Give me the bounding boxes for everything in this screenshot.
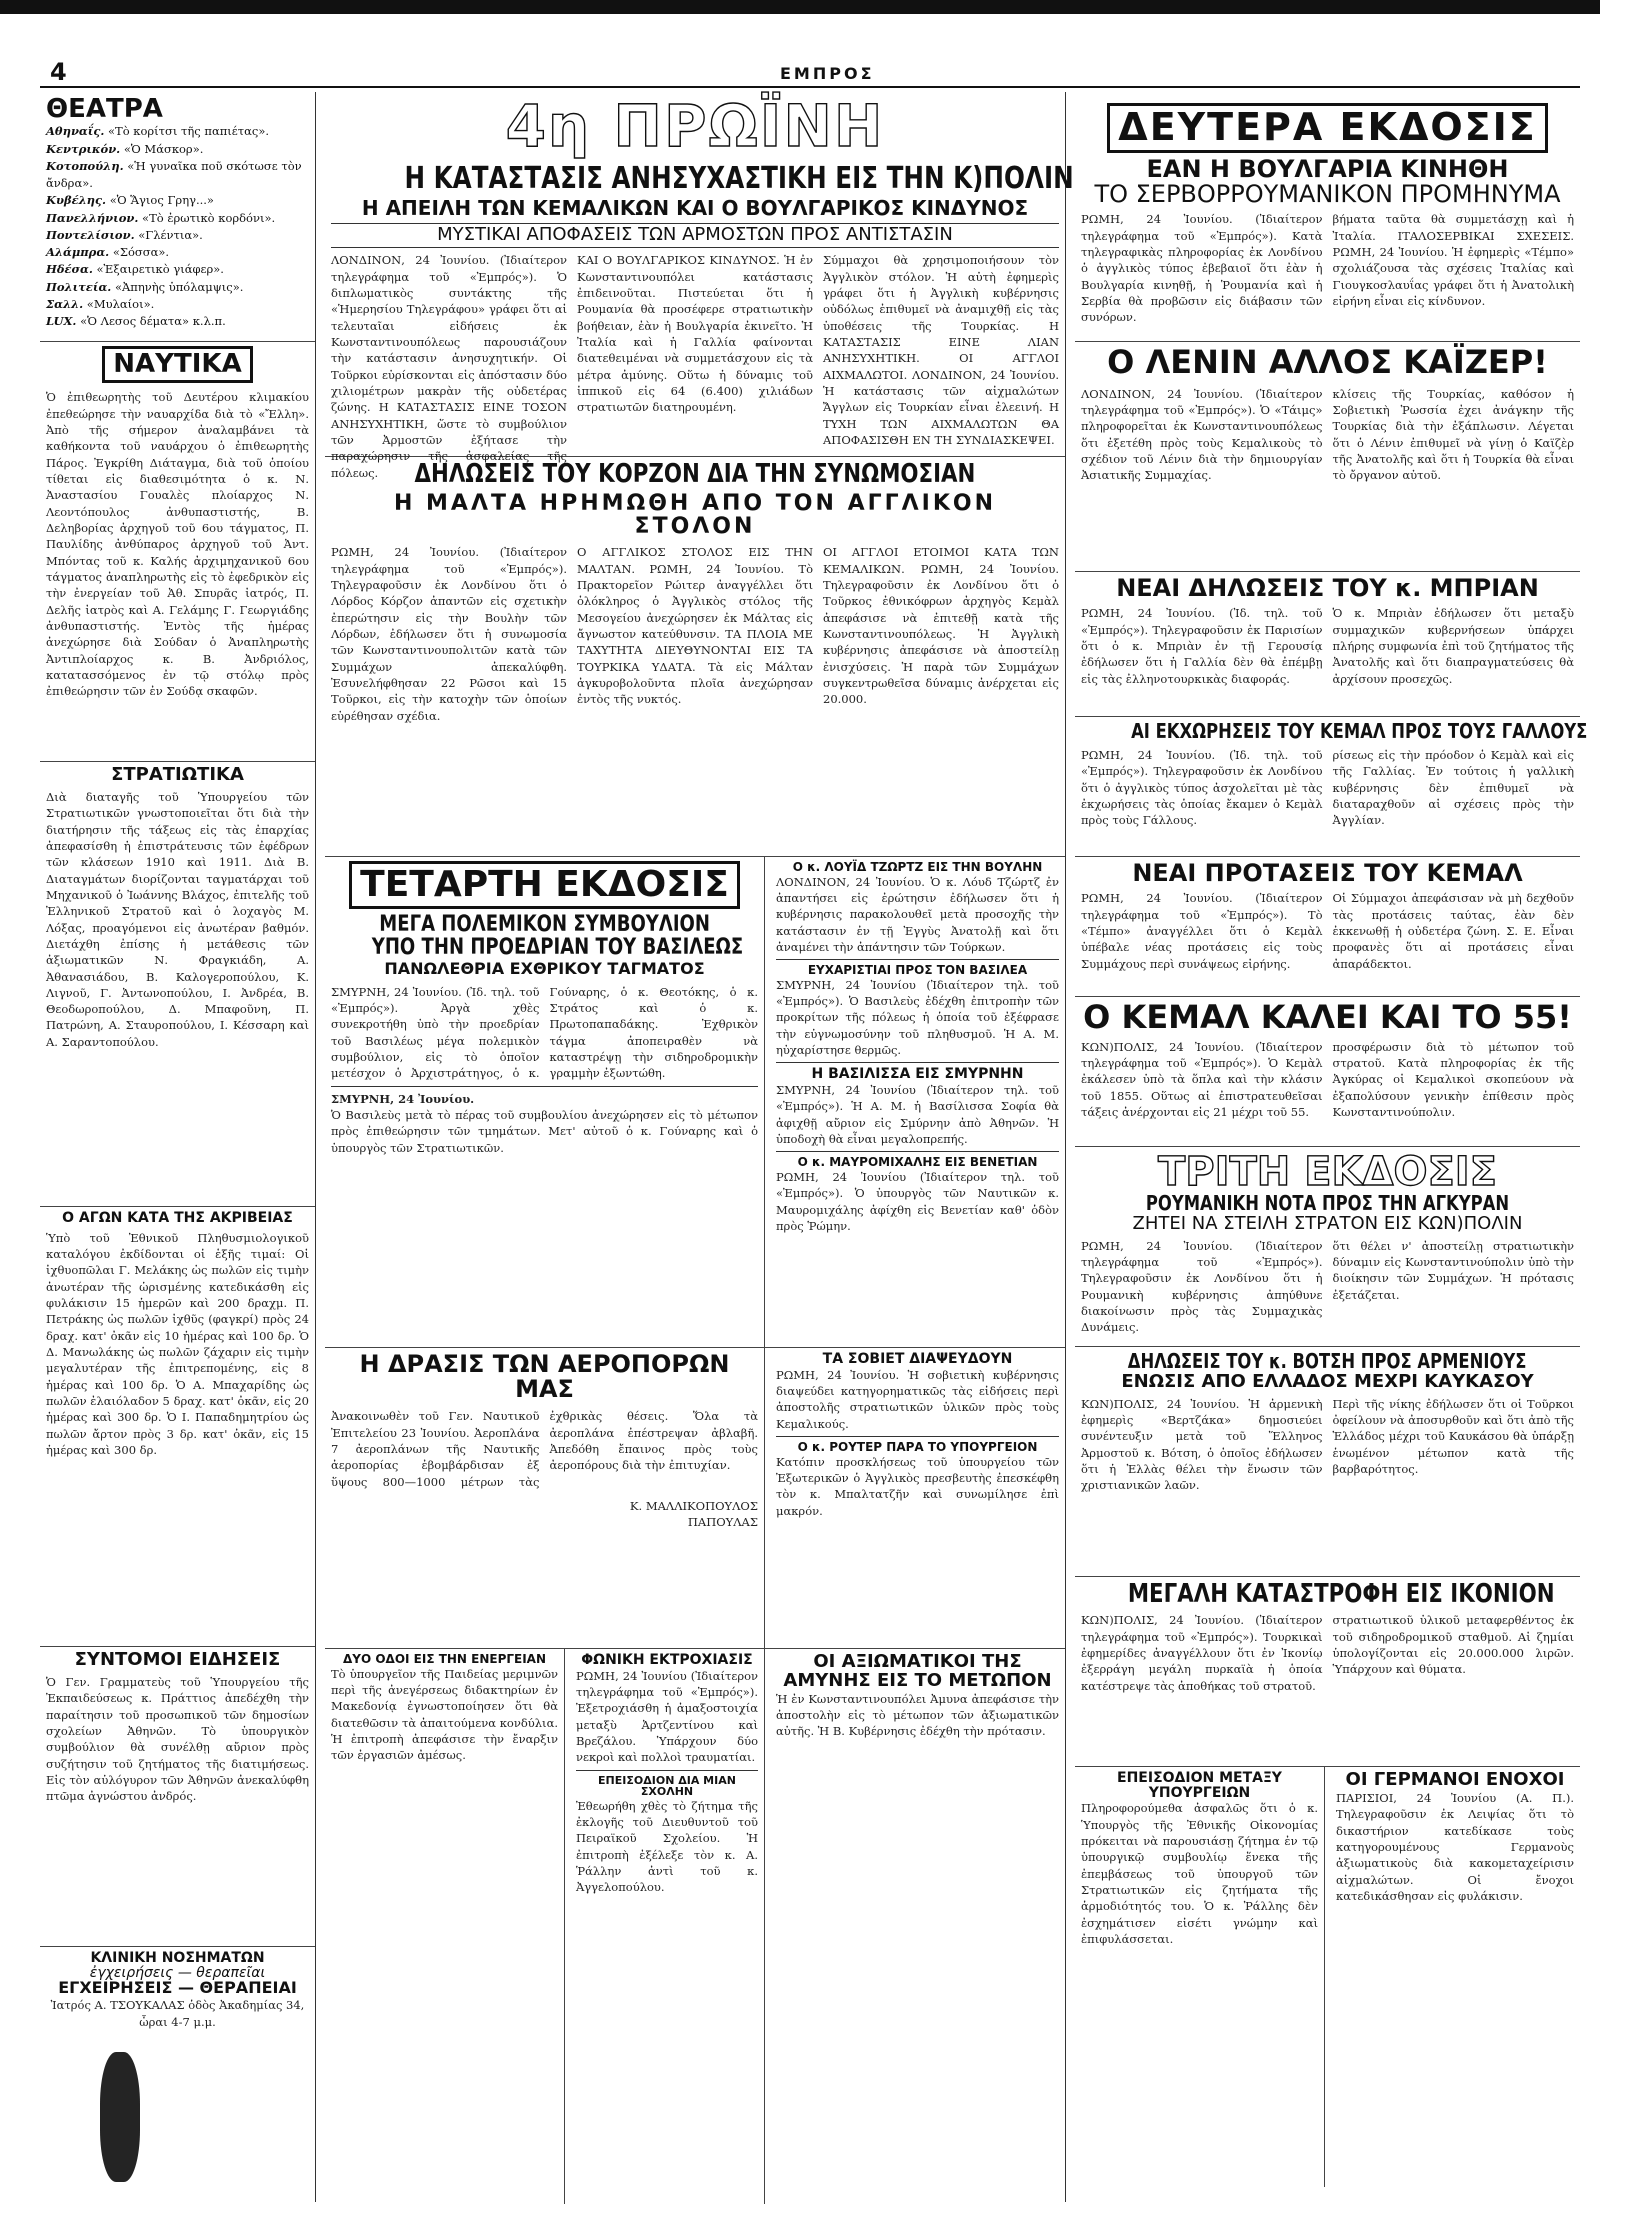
brian-headline: ΝΕΑΙ ΔΗΛΩΣΕΙΣ ΤΟΥ κ. ΜΠΡΙΑΝ: [1116, 574, 1539, 602]
aviators-headline: Η ΔΡΑΣΙΣ ΤΩΝ ΑΕΡΟΠΟΡΩΝ ΜΑΣ: [359, 1350, 730, 1404]
hotel-headline: Ο κ. ΡΟΥΤΕΡ ΠΑΡΑ ΤΟ ΥΠΟΥΡΓΕΙΟΝ: [797, 1440, 1038, 1454]
kemal-55-body: [1081, 1039, 1574, 1121]
boti-col: ΚΩΝ)ΠΟΛΙΣ, 24 Ἰουνίου. Ἡ ἀρμενικὴ ἐφημερὶς «Βερτζάκα» δημοσιεύει συνέντευξιν μετὰ τοῦ Ἕλληνος Ἀρμοστοῦ κ. Βότση, ὁ ὁποῖος ἐδήλωσεν ὅτι ἡ Ἑλλὰς θέλει τὴν ἕνωσιν τῶν χριστιανικῶν λαῶν.: [1081, 1396, 1323, 1493]
waters-headline: ΔΥΟ ΟΔΟΙ ΕΙΣ ΤΗΝ ΕΝΕΡΓΕΙΑΝ: [342, 1652, 547, 1666]
ink-smear: [100, 2052, 140, 2182]
theatre-name: Κοτοπούλη.: [46, 158, 124, 173]
short-news-title: ΣΥΝΤΟΜΟΙ ΕΙΔΗΣΕΙΣ: [74, 1649, 281, 1670]
army-title: ΣΤΡΑΤΙΩΤΙΚΑ: [111, 764, 244, 785]
theatre-listing: [46, 158, 309, 193]
masthead: [40, 58, 1580, 88]
clinic-ad-line2: ΕΓΧΕΙΡΗΣΕΙΣ — ΘΕΡΑΠΕΙΑΙ: [58, 1978, 297, 1998]
headline-kemalists: Η ΑΠΕΙΛΗ ΤΩΝ ΚΕΜΑΛΙΚΩΝ ΚΑΙ Ο ΒΟΥΛΓΑΡΙΚΟΣ ΚΙΝΔΥΝΟΣ: [361, 196, 1029, 221]
theatre-show: «Σόσσα».: [112, 245, 170, 260]
soviet-headline: ΤΑ ΣΟΒΙΕΤ ΔΙΑΨΕΥΔΟΥΝ: [822, 1351, 1013, 1367]
theatre-name: Κυβέλης.: [46, 193, 107, 208]
boti-body: [1081, 1396, 1574, 1494]
theatre-listing: [46, 244, 309, 261]
theatre-listing: [46, 141, 309, 158]
brian-col: Ὁ κ. Μπριὰν ἐδήλωσεν ὅτι μεταξὺ συμμαχικῶν κυβερνήσεων ὑπάρχει πλήρης συμφωνία ἐπὶ τοῦ ζητήματος τῆς Ἀνατολῆς καὶ ὅτι διαπραγματεύσεις θὰ ἀρχίσουν προσεχῶς.: [1332, 606, 1574, 686]
kemal-french-section: [1075, 717, 1588, 857]
feedback-text: ΣΜΥΡΝΗ, 24 Ἰουνίου (Ἰδιαίτερον τηλ. τοῦ «Ἐμπρός»). Ὁ Βασιλεὺς ἐδέχθη ἐπιτροπὴν τῶν προκρίτων τῆς πόλεως ἡ ὁποία τοῦ ἐξέφρασε τὴν εὐγνωμοσύνην τοῦ πληθυσμοῦ. Ἡ Α. Μ. ηὐχαρίστησε θερμῶς.: [776, 977, 1059, 1058]
theatres-section: [40, 92, 315, 342]
phone-text: ΡΩΜΗ, 24 Ἰουνίου (Ἰδιαίτερον τηλεγράφημα τοῦ «Ἐμπρός»). Ἐξετροχιάσθη ἡ ἀμαξοστοιχία μεταξὺ Ἀρτζεντίνου καὶ Βρεζάλου. Ὑπάρχουν δύο νεκροὶ καὶ πολλοὶ τραυματίαι.: [576, 1668, 758, 1765]
theatre-name: Πανελλήνιον.: [46, 210, 139, 225]
story1-col: ΚΑΙ Ο ΒΟΥΛΓΑΡΙΚΟΣ ΚΙΝΔΥΝΟΣ. Ἡ ἐν Κωνσταντινουπόλει κατάστασις ἐπιδεινοῦται. Πιστεύεται ὅτι ἡ Ρουμανία θὰ προσέφερε στρατιωτικὴν βοήθειαν, ἐὰν ἡ Βουλγαρία ἐκινεῖτο. Ἡ Ἰταλία καὶ ἡ Γαλλία φαίνονται διατεθειμέναι νὰ συμμετάσχουν εἰς τὰ μέτρα ἀμύνης. Οὕτω ἡ δύναμις τοῦ ἱππικοῦ εἰς 64 (6.400) χιλιάδων στρατιωτῶν διατηρουμένη.: [577, 253, 813, 415]
theatre-show: «Ἡ γυναῖκα ποῦ σκότωσε τὸν ἄνδρα».: [46, 158, 302, 191]
fourth-edition-row: [325, 857, 1065, 1348]
theatre-name: Αθηναΐς.: [46, 124, 105, 139]
right-subcol: [770, 857, 1065, 1347]
second-edition-title: ΔΕΥΤΕΡΑ ΕΚΔΟΣΙΣ: [1081, 96, 1574, 153]
bulgaria-col: ΡΩΜΗ, 24 Ἰουνίου. (Ἰδιαίτερον τηλεγράφημα τοῦ «Ἐμπρός»). Κατὰ τηλεγραφικὰς πληροφορίας ἐκ Λονδίνου ὁ ἀγγλικὸς τύπος ἐβεβαιοῖ ὅτι ἐὰν ἡ Βουλγαρία κινηθῇ, ἡ Ῥουμανία καὶ ἡ Σερβία θὰ προβῶσιν εἰς διάβασιν τῶν συνόρων.: [1081, 212, 1323, 325]
theatre-show: «Ὁ Λεσος δέματα» κ.λ.π.: [80, 314, 226, 329]
waters-section: [325, 1649, 565, 2204]
clinic-ad-title: ΚΛΙΝΙΚΗ ΝΟΣΗΜΑΤΩΝ: [90, 1950, 265, 1966]
story2-col: Ο ΑΓΓΛΙΚΟΣ ΣΤΟΛΟΣ ΕΙΣ ΤΗΝ ΜΑΛΤΑΝ. ΡΩΜΗ, 24 Ἰουνίου. Τὸ Πρακτορεῖον Ρώιτερ ἀναγγέλλει ὅτι ὁλόκληρος ὁ Ἀγγλικὸς στόλος τῆς Μεσογείου ἀνεχώρησεν ἐκ Μάλτας εἰς ἄγνωστον κατεύθυνσιν. ΤΑ ΠΛΟΙΑ ΜΕ ΤΑΧΥΤΗΤΑ ΔΙΕΥΘΥΝΟΝΤΑΙ ΕΙΣ ΤΑ ΤΟΥΡΚΙΚΑ ΥΔΑΤΑ. Τὰ εἰς Μάλταν ἀγκυροβολοῦντα πλοῖα ἀνεχώρησαν ἐντὸς τῆς νυκτός.: [577, 545, 813, 707]
iconium-col: στρατιωτικοῦ ὑλικοῦ μεταφερθέντος ἐκ τοῦ σιδηροδρομικοῦ σταθμοῦ. Αἱ ζημίαι ὑπολογίζονται εἰς 20.000.000 λιρῶν. Ὑπάρχουν καὶ θύματα.: [1332, 1613, 1574, 1677]
boti-sub: ΕΝΩΣΙΣ ΑΠΟ ΕΛΛΑΔΟΣ ΜΕΧΡΙ ΚΑΥΚΑΣΟΥ: [1121, 1370, 1534, 1392]
defence-text: Ἡ ἐν Κωνσταντινουπόλει Ἀμυνα ἀπεφάσισε τὴν ἀποστολὴν εἰς τὸ μέτωπον τῶν ἀξιωματικῶν αὐτῆς. Ἡ Β. Κυβέρνησις ἐδέχθη τὴν πρότασιν.: [776, 1691, 1059, 1739]
precision-text: Ὑπὸ τοῦ Ἐθνικοῦ Πληθυσμιολογικοῦ καταλόγου ἐκδίδονται οἱ ἑξῆς τιμαί: Οἱ ἰχθυοπῶλαι Γ. Μελάκης ὡς πωλῶν εἰς τιμὴν ἀνωτέραν τῆς ὡρισμένης κατεδικάσθη εἰς φυλάκισιν 15 ἡμερῶν καὶ 200 δραχμ. Π. Πετράκης ὡς πωλῶν ἰχθῦς (φαγκρί) πρὸς 24 δραχ. κατ' ὀκᾶν εἰς 10 ἡμέρας καὶ 100 δρ. Ὁ Δ. Μανωλάκης ὡς πωλῶν ζάχαριν εἰς τιμὴν μεγαλυτέραν τῆς ἐπιτρεπομένης, εἰς 8 ἡμέρας καὶ 100 δρ. Ὁ Α. Μπαχαρίδης ὡς πωλῶν ἐλαιόλαδον 5 δραχ. κατ' ὀκᾶν, εἰς 20 ἡμέρας καὶ 300 δρ. Ὁ Ι. Παπαδημητρίου ὡς πωλῶν ἄρτον πρὸς 3 δρ. κατ' ὀκᾶν, εἰς 15 ἡμέρας καὶ 300 δρ.: [46, 1230, 309, 1457]
rule: [776, 1151, 1059, 1152]
third-edition-title: ΤΡΙΤΗ ΕΚΔΟΣΙΣ: [1158, 1149, 1497, 1195]
center-column: [325, 92, 1074, 2202]
aviators-row: [325, 1348, 1065, 1649]
headline-decisions: ΜΥΣΤΙΚΑΙ ΑΠΟΦΑΣΕΙΣ ΤΩΝ ΑΡΜΟΣΤΩΝ ΠΡΟΣ ΑΝΤΙΣΤΑΣΙΝ: [331, 223, 1059, 248]
theatres-list: [46, 123, 309, 330]
theatre-show: «Ἐξαιρετικὸ γιάφερ».: [96, 262, 224, 277]
defence-section: [770, 1649, 1065, 2204]
soviet-text: ΡΩΜΗ, 24 Ἰουνίου. Ἡ σοβιετικὴ κυβέρνησις διαψεύδει κατηγορηματικῶς τὰς εἰδήσεις περὶ ἀποστολῆς στρατιωτικῶν ὑλικῶν πρὸς τοὺς Κεμαλικούς.: [776, 1367, 1059, 1431]
story2-col: ΟΙ ΑΓΓΛΟΙ ΕΤΟΙΜΟΙ ΚΑΤΑ ΤΩΝ ΚΕΜΑΛΙΚΩΝ. ΡΩΜΗ, 24 Ἰουνίου. Τηλεγραφοῦσιν ἐκ Λονδίνου ὅτι ὁ Τοῦρκος ἐθνικόφρων ἀρχηγὸς Κεμὰλ ἀπεφάσισε νὰ ἐπιτεθῇ κατὰ τῆς Κωνσταντινουπόλεως. Ἡ Ἀγγλικὴ κυβέρνησις ἀπεφάσισε νὰ ἀποστείλῃ ἐνισχύσεις. Ἡ παρὰ τῶν Συμμάχων συγκεντρωθεῖσα δύναμις ἀνέρχεται εἰς 20.000.: [823, 545, 1059, 707]
bulgaria-col: βήματα ταῦτα θὰ συμμετάσχῃ καὶ ἡ Ἰταλία. ΙΤΑΛΟΣΕΡΒΙΚΑΙ ΣΧΕΣΕΙΣ. ΡΩΜΗ, 24 Ἰουνίου. Ἡ ἐφημερὶς «Τέμπο» σχολιάζουσα τὰς σχέσεις Ἰταλίας καὶ Γιουγκοσλαυΐας γράφει ὅτι ἡ Ἀνατολικὴ εἰρήνη εἶναι εἰς κίνδυνον.: [1332, 212, 1574, 308]
theatre-show: «Ἀπηνὴς ὑπόλαμψις».: [114, 279, 244, 294]
story1-col: ΛΟΝΔΙΝΟΝ, 24 Ἰουνίου. (Ἰδιαίτερον τηλεγράφημα τοῦ «Ἐμπρός»). Ὁ διπλωματικὸς συντάκτης τῆς «Ἡμερησίου Τηλεγράφου» γράφει ὅτι αἱ τελευταῖαι εἰδήσεις ἐκ Κωνσταντινουπόλεως παρουσιάζουν τὴν κατάστασιν ἀνησυχητικήν. Οἱ Τοῦρκοι εὑρίσκονται εἰς ἀπόστασιν δύο χιλιομέτρων μακρὰν τῆς οὐδετέρας ζώνης. Η ΚΑΤΑΣΤΑΣΙΣ ΕΙΝΕ ΤΟΣΟΝ ΑΝΗΣΥΧΗΤΙΚΗ, ὥστε τὸ συμβούλιον τῶν Ἀρμοστῶν ἐξήτασε τὴν παραχώρησιν τῆς ἀσφαλείας τῆς πόλεως.: [331, 253, 567, 480]
incident-headline: ΕΠΕΙΣΟΔΙΟΝ ΜΕΤΑΞΥ ΥΠΟΥΡΓΕΙΩΝ: [1117, 1770, 1282, 1801]
brian-body: [1081, 605, 1574, 687]
brian-col: ΡΩΜΗ, 24 Ἰουνίου. (Ἰδ. τηλ. τοῦ «Ἐμπρός»). Τηλεγραφοῦσιν ἐκ Παρισίων ὅτι ὁ κ. Μπριὰν ἐν τῇ Γερουσίᾳ ἐδήλωσεν ὅτι ἡ Γαλλία δὲν θὰ ἐπέμβῃ εἰς τὰς ἐλληνοτουρκικὰς διαφοράς.: [1081, 606, 1323, 686]
prince-headline: Ο κ. ΛΟΥΪΔ ΤΖΩΡΤΖ ΕΙΣ ΤΗΝ ΒΟΥΛΗΝ: [792, 860, 1043, 874]
bottom-row: [325, 1649, 1065, 2204]
theatre-name: Ηδέσα.: [46, 262, 93, 277]
phone-headline: ΦΩΝΙΚΗ ΕΚΤΡΟΧΙΑΣΙΣ: [581, 1652, 753, 1668]
aviators-text: Ἀνακοινωθὲν τοῦ Γεν. Ναυτικοῦ Ἐπιτελείου 23 Ἰουνίου. Ἀεροπλάνα 7 ἀεροπλάνων τῆς Ναυτικῆς ἀεροπορίας ἐβομβάρδισαν ἐξ ὕψους 800—1000 μέτρων τὰς ἐχθρικὰς θέσεις. Ὅλα τὰ ἀεροπλάνα ἐπέστρεψαν ἀβλαβῆ. Ἀπεδόθη ἔπαινος πρὸς τοὺς ἀεροπόρους διὰ τὴν ἐπιτυχίαν.: [331, 1409, 758, 1489]
hotel-text: Κατόπιν προσκλήσεως τοῦ ὑπουργείου τῶν Ἐξωτερικῶν ὁ Ἀγγλικὸς πρεσβευτὴς ἐπεσκέφθη τὸν κ. Μπαλτατζῆν καὶ συνωμίλησε ἐπὶ μακρόν.: [776, 1454, 1059, 1518]
theatre-show: «Ὁ Ἅγιος Γρηγ...»: [109, 193, 214, 208]
moschos-text: ΡΩΜΗ, 24 Ἰουνίου (Ἰδιαίτερον τηλ. τοῦ «Ἐμπρός»). Ὁ ὑπουργὸς τῶν Ναυτικῶν κ. Μαυρομιχάλης ἀφίχθη εἰς Βενετίαν καθ' ὁδὸν πρὸς Ῥώμην.: [776, 1170, 1059, 1234]
kemal-french-col: ΡΩΜΗ, 24 Ἰουνίου. (Ἰδ. τηλ. τοῦ «Ἐμπρός»). Τηλεγραφοῦσιν ἐκ Λονδίνου ὅτι ὁ ἀγγλικὸς τύπος ἀσχολεῖται μὲ τὰς ἐκχωρήσεις τὰς ὁποίας ἔκαμεν ὁ Κεμὰλ πρὸς τοὺς Γάλλους.: [1081, 747, 1323, 828]
fourth-edition-section: [325, 857, 765, 1347]
school-headline: ΕΠΕΙΣΟΔΙΟΝ ΔΙΑ ΜΙΑΝ ΣΧΟΛΗΝ: [598, 1773, 736, 1799]
paper-title: ΕΜΠΡΟΣ: [780, 64, 875, 83]
bulgaria-body: [1081, 211, 1574, 325]
theatre-show: «Ὁ Μάσκορ».: [123, 141, 204, 156]
germans-headline: ΟΙ ΓΕΡΜΑΝΟΙ ΕΝΟΧΟΙ: [1345, 1769, 1565, 1790]
boti-headline: ΔΗΛΩΣΕΙΣ ΤΟΥ κ. ΒΟΤΣΗ ΠΡΟΣ ΑΡΜΕΝΙΟΥΣ: [1128, 1349, 1527, 1373]
theatre-show: «Τὸ κορίτσι τῆς παπιέτας».: [108, 124, 270, 139]
story2-body: [331, 544, 1059, 724]
prince-text: ΛΟΝΔΙΝΟΝ, 24 Ἰουνίου. Ὁ κ. Λόυδ Τζώρτζ ἐν ἀπαντήσει εἰς ἐρώτησιν ἐδήλωσεν ὅτι ἡ κυβέρνησις παρακολουθεῖ μετὰ προσοχῆς τὴν κατάστασιν ἐν τῇ Ἐγγὺς Ἀνατολῇ καὶ ὅτι ἀναμένει τὴν ἀπάντησιν τῶν Τούρκων.: [776, 874, 1059, 954]
romanian-sub: ΖΗΤΕΙ ΝΑ ΣΤΕΙΛΗ ΣΤΡΑΤΟΝ ΕΙΣ ΚΩΝ)ΠΟΛΙΝ: [1132, 1212, 1523, 1234]
short-news-section: [40, 1647, 315, 1947]
clinic-ad-line1: ἐγχειρήσεις — θεραπεῖαι: [89, 1964, 266, 1981]
kemal-55-section: [1075, 997, 1580, 1147]
theatre-name: Κεντρικόν.: [46, 141, 121, 156]
queen-text: ΣΜΥΡΝΗ, 24 Ἰουνίου (Ἰδιαίτερον τηλ. τοῦ «Ἐμπρός»). Ἡ Α. Μ. ἡ Βασίλισσα Σοφία θὰ ἀφιχθῇ αὔριον εἰς Σμύρνην ἀπὸ Ἀθηνῶν. Ἡ ὑποδοχὴ θὰ εἶναι μεγαλοπρεπής.: [776, 1083, 1059, 1147]
lenin-col: κλίσεις τῆς Τουρκίας, καθόσον ἡ Σοβιετικὴ Ῥωσσία ἐχει ἀνάγκην τῆς Τουρκίας διὰ τὴν ἐξάπλωσιν. Λέγεται ὅτι ὁ Λένιν ἐπιθυμεῖ νὰ γίνῃ ὁ Καϊζὲρ τῆς Ἀνατολῆς καὶ ὅτι ἡ Τουρκία θὰ εἶναι τὸ ὄργανον αὐτοῦ.: [1332, 386, 1574, 483]
story1-body: [331, 252, 1059, 481]
kemal-55-col: προσφέρωσιν διὰ τὸ μέτωπον τοῦ στρατοῦ. Κατὰ πληροφορίας ἐκ τῆς Ἀγκύρας οἱ Κεμαλικοὶ σκοπεύουν νὰ ἐξαπολύσουν γενικὴν ἐπίθεσιν πρὸς Κωνσταντινούπολιν.: [1332, 1039, 1574, 1119]
lenin-headline: Ο ΛΕΝΙΝ ΑΛΛΟΣ ΚΑΪΖΕΡ!: [1107, 343, 1548, 381]
third-edition-section: [1075, 1147, 1580, 1347]
boti-col: Περὶ τῆς νίκης ἐδήλωσεν ὅτι οἱ Τοῦρκοι ὀφείλουν νὰ ἀποσυρθοῦν καὶ ὅτι ἀπὸ τῆς Ἑλλάδος μέχρι τοῦ Καυκάσου θὰ ὑπάρξῃ ἑνωμένον μέτωπον κατὰ τῆς βαρβαρότητος.: [1332, 1396, 1574, 1477]
theatre-listing: [46, 123, 309, 140]
kemal-french-headline: ΑΙ ΕΚΧΩΡΗΣΕΙΣ ΤΟΥ ΚΕΜΑΛ ΠΡΟΣ ΤΟΥΣ ΓΑΛΛΟΥΣ: [1131, 719, 1588, 743]
iconium-col: ΚΩΝ)ΠΟΛΙΣ, 24 Ἰουνίου. (Ἰδιαίτερον τηλεγράφημα τοῦ «Ἐμπρός»). Τουρκικαὶ ἐφημερίδες ἀναγγέλλουν ὅτι ἐν Ἰκονίῳ ἐξερράγη μεγάλη πυρκαϊὰ ἡ ὁποία κατέστρεψε τὰς ἀποθήκας τοῦ στρατοῦ.: [1081, 1613, 1323, 1693]
queen-headline: Η ΒΑΣΙΛΙΣΣΑ ΕΙΣ ΣΜΥΡΝΗΝ: [811, 1066, 1024, 1083]
boti-section: [1075, 1347, 1580, 1577]
theatre-name: Αλάμπρα.: [46, 245, 110, 260]
theatre-listing: [46, 279, 309, 296]
rule: [776, 1436, 1059, 1437]
soviet-section: [770, 1348, 1065, 1648]
feedback-headline: ΕΥΧΑΡΙΣΤΙΑΙ ΠΡΟΣ ΤΟΝ ΒΑΣΙΛΕΑ: [807, 963, 1028, 978]
army-section: [40, 762, 315, 1207]
king-headline: ΥΠΟ ΤΗΝ ΠΡΟΕΔΡΙΑΝ ΤΟΥ ΒΑΣΙΛΕΩΣ: [371, 934, 744, 960]
theatre-listing: [46, 210, 309, 227]
iconium-headline: ΜΕΓΑΛΗ ΚΑΤΑΣΤΡΟΦΗ ΕΙΣ ΙΚΟΝΙΟΝ: [1127, 1579, 1555, 1609]
lenin-section: [1075, 342, 1580, 572]
theatre-name: Σαλλ.: [46, 296, 84, 311]
theatre-listing: [46, 227, 309, 244]
short-news-text: Ὁ Γεν. Γραμματεὺς τοῦ Ὑπουργείου τῆς Ἐκπαιδεύσεως κ. Πράττιος ἀπεδέχθη τὴν παραίτησιν τοῦ προσωπικοῦ τῶν δημοσίων σχολείων Ἀθηνῶν. Τὸ ὑπουργικὸν συμβούλιον θὰ συνέλθῃ αὔριον πρὸς συζήτησιν τοῦ ζητήματος τῆς διατιμήσεως. Εἰς τὸν αὐλόγυρον τῶν Ἀθηνῶν ἀνεκαλύφθη πτῶμα ἀγνώστου ἀνδρός.: [46, 1674, 309, 1804]
bulgaria-sub: ΤΟ ΣΕΡΒΟΡΡΟΥΜΑΝΙΚΟΝ ΠΡΟΜΗΝΥΜΑ: [1094, 180, 1561, 209]
iconium-body: [1081, 1612, 1574, 1694]
incident-section: [1075, 1767, 1325, 2187]
story2-col: ΡΩΜΗ, 24 Ἰουνίου. (Ἰδιαίτερον τηλεγράφημα τοῦ «Ἐμπρός»). Τηλεγραφοῦσιν ἐκ Λονδίνου ὅτι ὁ Λόρδος Κόρζον ἀπαντῶν εἰς σχετικὴν ἐπερώτησιν εἰς τὴν Βουλὴν τῶν Λόρδων, ἐδήλωσεν ὅτι ἡ συνωμοσία τῶν Κωνσταντινουπολιτῶν κατὰ τῶν Συμμάχων ἀπεκαλύφθη. Ἐσυνελήφθησαν 22 Ρῶσοι καὶ 15 Τοῦρκοι, εἰς τὴν κατοχὴν τῶν ὁποίων εὑρέθησαν σχέδια.: [331, 545, 567, 723]
incident-text: Πληροφορούμεθα ἀσφαλῶς ὅτι ὁ κ. Ὑπουργὸς τῆς Ἐθνικῆς Οἰκονομίας πρόκειται νὰ παρουσιάσῃ ζήτημα ἐν τῷ ὑπουργικῷ συμβουλίῳ ἕνεκα τῆς ἐπεμβάσεως τοῦ ὑπουργοῦ τῶν Στρατιωτικῶν εἰς ζητήματα τῆς ἁρμοδιότητός του. Ὁ κ. Ῥάλλης δὲν ἐσχημάτισεν εἰσέτι γνώμην καὶ ἐπιφυλάσσεται.: [1081, 1801, 1318, 1946]
smyrni-text: Ὁ Βασιλεὺς μετὰ τὸ πέρας τοῦ συμβουλίου ἀνεχώρησεν εἰς τὸ μέτωπον πρὸς ἐπιθεώρησιν τῶν τμημάτων. Μετ' αὐτοῦ ὁ κ. Γούναρης καὶ ὁ ὑπουργὸς τῶν Στρατιωτικῶν.: [331, 1108, 758, 1155]
malta-headline: Η ΜΑΛΤΑ ΗΡΗΜΩΘΗ ΑΠΟ ΤΟΝ ΑΓΓΛΙΚΟΝ ΣΤΟΛΟΝ: [393, 491, 997, 540]
rule: [776, 959, 1059, 960]
phone-section: [570, 1649, 765, 2204]
naval-title: ΝΑΥΤΙΚΑ: [46, 346, 309, 383]
bottom-right-row: [1075, 1767, 1580, 2187]
romanian-col: ΡΩΜΗ, 24 Ἰουνίου. (Ἰδιαίτερον τηλεγράφημα τοῦ «Ἐμπρός»). Τηλεγραφοῦσιν ἐκ Λονδίνου ὅτι ἡ Ρουμανικὴ κυβέρνησις ἀπηύθυνε διακοίνωσιν πρὸς τὰς Συμμαχικὰς Δυνάμεις.: [1081, 1238, 1323, 1335]
naval-section: [40, 342, 315, 762]
precision-section: [40, 1207, 315, 1647]
kemal-proposals-headline: ΝΕΑΙ ΠΡΟΤΑΣΕΙΣ ΤΟΥ ΚΕΜΑΛ: [1132, 859, 1523, 887]
aviators-section: [325, 1348, 765, 1648]
kemal-french-body: [1081, 747, 1574, 829]
theatre-listing: [46, 296, 309, 313]
romanian-body: [1081, 1238, 1574, 1336]
lenin-col: ΛΟΝΔΙΝΟΝ, 24 Ἰουνίου. (Ἰδιαίτερον τηλεγράφημα τοῦ «Ἐμπρός»). Ὁ «Τάιμς» πληροφορεῖται ἐκ Κωνσταντινουπόλεως ὅτι ἐξετέθη πρὸς τοὺς Κεμαλικοὺς τὸ σχέδιον τοῦ Λένιν διὰ τὴν δημιουργίαν Ἀσιατικῆς Συμμαχίας.: [1081, 386, 1323, 483]
school-text: Ἐθεωρήθη χθὲς τὸ ζήτημα τῆς ἐκλογῆς τοῦ Διευθυντοῦ τοῦ Πειραϊκοῦ Σχολείου. Ἡ ἐπιτροπὴ ἐξέλεξε τὸν κ. Α. Ῥάλλην ἀντὶ τοῦ κ. Ἀγγελοπούλου.: [576, 1798, 758, 1895]
story1-col: Σύμμαχοι θὰ χρησιμοποιήσουν τὸν Ἀγγλικὸν στόλον. Ἡ αὐτὴ ἐφημερὶς γράφει ὅτι ἡ Ἀγγλικὴ κυβέρνησις οὐδόλως ἐπιθυμεῖ νὰ ἀναμιχθῇ εἰς τὰς ὑποθέσεις τῆς Τουρκίας. Η ΚΑΤΑΣΤΑΣΙΣ ΕΙΝΕ ΛΙΑΝ ΑΝΗΣΥΧΗΤΙΚΗ. ΟΙ ΑΓΓΛΟΙ ΑΙΧΜΑΛΩΤΟΙ. ΛΟΝΔΙΝΟΝ, 24 Ἰουνίου. Ἡ κατάστασις τῶν αἰχμαλώτων Ἄγγλων εἰς Τουρκίαν εἶναι ἐλεεινή. Η ΤΥΧΗ ΤΩΝ ΑΙΧΜΑΛΩΤΩΝ ΘΑ ΑΠΟΦΑΣΙΣΘΗ ΕΝ ΤΗ ΣΥΝΔΙΑΣΚΕΨΕΙ.: [823, 253, 1059, 447]
iconium-section: [1075, 1577, 1580, 1767]
theatre-listing: [46, 313, 309, 330]
army-text: Διὰ διαταγῆς τοῦ Ὑπουργείου τῶν Στρατιωτικῶν γνωστοποιεῖται ὅτι διὰ τὴν διατήρησιν τῆς τάξεως εἰς τὰς ἐπαρχίας ἀπεφασίσθη ἡ ἐπιστράτευσις τῶν ἐφέδρων τῶν κλάσεων 1910 καὶ 1911. Διὰ Β. Διαταγμάτων διορίζονται ταγματάρχαι τοῦ Μηχανικοῦ ὁ Ἰωάννης Βλάχος, ἐπιτελῆς τοῦ Ἐλληνικοῦ Στρατοῦ καὶ ὁ λοχαγὸς Μ. Λόξας, προαγόμενοι εἰς ἀνωτέραν βαθμόν. Διετάχθη ἐπίσης ἡ μετάθεσις τῶν ἀξιωματικῶν Ν. Φραγκιάδη, Α. Ἀθανασιάδου, Β. Καλογεροπούλου, Κ. Λιγνοῦ, Γ. Ἀντωνοπούλου, Ι. Ἀνδρέα, Β. Θεοδωροπούλου, Δ. Μπαφοῦνη, Π. Πατρώνη, Α. Σταυροπούλου, Ι. Κέσσαρη καὶ Α. Σαραντοπούλου.: [46, 789, 309, 1049]
korzon-section: [325, 457, 1065, 857]
naval-text: Ὁ ἐπιθεωρητὴς τοῦ Δευτέρου κλιμακίου ἐπεθεώρησε τὴν ναυαρχίδα διὰ τὸ «Ἔλλη». Ἀπὸ τῆς σήμερον ἀναλαμβάνει τὰ καθήκοντα τοῦ ναυάρχου ὁ ἐπιθεωρητὴς Πάρος. Ἐγκρίθη Διάταγμα, διὰ τοῦ ὁποίου τίθεται εἰς διαθεσιμότητα ὁ κ. Ν. Ἀναστασίου Γουαλὲς πλοίαρχος Ν. Λεοντόπουλος ἀνθυπαστιστής, Β. Δεληβορίας ἀρχηγοῦ τοῦ 6ου τάγματος, Π. Παυλίδης ἀνθύπαρος ἀρχηγοῦ τοῦ Ἀντ. Μπόντας τοῦ κ. Καλής ἀρχιμηχανικοῦ 6ου τάγματος ἀναπληρωτὴς εἰς τὸ ἐφεδρικὸν εἰς τὴν ἐνεργείαν τοῦ Ἀθ. Σπυρᾶς ἰατρός, Π. Δελῆς ἰατρὸς καὶ Α. Γελάμης Γ. Γεωργιάδης ἀνθυπαστιστής. Ἐντὸς τῆς ἡμέρας ἀνεχώρησε διὰ Σούδαν ὁ Ἀναπληρωτὴς Ἀντιπλοίαρχος κ. Β. Ἀνδριόλος, κατατασσόμενος ἐν τῷ στόλῳ πρὸς ἐπιθεώρησιν τῶν ἐν Σούδᾳ σκαφῶν.: [46, 390, 309, 699]
fourth-edition-title: ΤΕΤΑΡΤΗ ΕΚΔΟΣΙΣ: [331, 861, 758, 909]
signature: Κ. ΜΑΛΛΙΚΟΠΟΥΛΟΣ: [629, 1499, 758, 1514]
theatre-listing: [46, 192, 309, 209]
clinic-ad: [40, 1947, 315, 2147]
brian-section: [1075, 572, 1580, 717]
council-headline: ΜΕΓΑ ΠΟΛΕΜΙΚΟΝ ΣΥΜΒΟΥΛΙΟΝ: [379, 911, 710, 937]
moschos-headline: Ο κ. ΜΑΥΡΟΜΙΧΑΛΗΣ ΕΙΣ ΒΕΝΕΤΙΑΝ: [797, 1155, 1038, 1170]
edition-title: 4η ΠΡΩΪΝΗ: [505, 92, 885, 160]
precision-title: Ο ΑΓΩΝ ΚΑΤΑ ΤΗΣ ΑΚΡΙΒΕΙΑΣ: [62, 1210, 293, 1226]
newspaper-page: [40, 0, 1588, 2220]
romanian-col: ὅτι θέλει ν' ἀποστείλῃ στρατιωτικὴν δύναμιν εἰς Κωνσταντινούπολιν ὑπὸ τὴν διοίκησιν τῶν Συμμάχων. Ἡ πρότασις ἐξετάζεται.: [1332, 1238, 1574, 1302]
second-edition-section: [1075, 92, 1580, 342]
smyrni-dateline: ΣΜΥΡΝΗ, 24 Ἰουνίου.: [331, 1091, 475, 1106]
kemal-proposals-col: ΡΩΜΗ, 24 Ἰουνίου. (Ἰδιαίτερον τηλεγράφημα τοῦ «Ἐμπρός»). Τὸ «Τέμπο» ἀναγγέλλει ὅτι ὁ Κεμὰλ ὑπέβαλε νέας προτάσεις εἰς τοὺς Συμμάχους περὶ συνάψεως εἰρήνης.: [1081, 891, 1323, 971]
theatre-show: «Μυλαίοι».: [86, 296, 155, 311]
signature2: ΠΑΠΟΥΛΑΣ: [687, 1515, 758, 1530]
headline-constantinople: Η ΚΑΤΑΣΤΑΣΙΣ ΑΝΗΣΥΧΑΣΤΙΚΗ ΕΙΣ ΤΗΝ Κ)ΠΟΛΙΝ: [404, 160, 1074, 196]
kemal-french-col: ρίσεως εἰς τὴν πρόοδον ὁ Κεμὰλ καὶ εἰς τῆς Γαλλίας. Ἐν τούτοις ἡ γαλλικὴ κυβέρνησις δὲν ἐπιθυμεῖ νὰ διαταραχθοῦν αἱ σχέσεις πρὸς τὴν Ἀγγλίαν.: [1332, 747, 1574, 828]
kemal-proposals-col: Οἱ Σύμμαχοι ἀπεφάσισαν νὰ μὴ δεχθοῦν τὰς προτάσεις ταύτας, ἐὰν δὲν ἐκκενωθῇ ἡ οὐδετέρα ζώνη. Σ. Ε. Εἶναι προφανὲς ὅτι αἱ προτάσεις εἶναι ἀπαράδεκτοι.: [1332, 891, 1574, 971]
lenin-body: [1081, 386, 1574, 484]
germans-text: ΠΑΡΙΣΙΟΙ, 24 Ἰουνίου (Α. Π.). Τηλεγραφοῦσιν ἐκ Λειψίας ὅτι τὸ δικαστήριον κατεδίκασε τοὺς κατηγορουμένους Γερμανοὺς ἀξιωματικοὺς διὰ κακομεταχείρισιν αἰχμαλώτων. Οἱ ἔνοχοι κατεδικάσθησαν εἰς φυλάκισιν.: [1336, 1790, 1574, 1903]
rule: [776, 1062, 1059, 1063]
theatres-title: ΘΕΑΤΡΑ: [46, 94, 163, 124]
theatre-name: Ποντελίσιον.: [46, 227, 135, 242]
page-number: 4: [50, 58, 67, 86]
theatre-show: «Τὸ ἐρωτικὸ κορδόνι».: [142, 210, 276, 225]
rout-headline: ΠΑΝΩΛΕΘΡΙΑ ΕΧΘΡΙΚΟΥ ΤΑΓΜΑΤΟΣ: [384, 958, 705, 978]
theatre-name: Πολιτεία.: [46, 279, 112, 294]
kemal-55-col: ΚΩΝ)ΠΟΛΙΣ, 24 Ἰουνίου. (Ἰδιαίτερον τηλεγράφημα τοῦ «Ἐμπρός»). Ὁ Κεμὰλ ἐκάλεσεν ὑπὸ τὰ ὅπλα καὶ τὴν κλάσιν τοῦ 1855. Οὕτως αἱ ἐπιστρατευθεῖσαι τάξεις ἀνέρχονται εἰς 21 μέχρι τοῦ 55.: [1081, 1039, 1323, 1119]
defence-headline: ΟΙ ΑΞΙΩΜΑΤΙΚΟΙ ΤΗΣ ΑΜΥΝΗΣ ΕΙΣ ΤΟ ΜΕΤΩΠΟΝ: [783, 1651, 1052, 1691]
kemal-proposals-body: [1081, 890, 1574, 972]
rule: [576, 1770, 758, 1771]
theatre-show: «Γλέντια».: [138, 227, 203, 242]
clinic-ad-text: Ἰατρός Α. ΤΣΟΥΚΑΛΑΣ ὁδὸς Ἀκαδημίας 34, ὧραι 4-7 μ.μ.: [50, 1998, 305, 2029]
waters-text: Τὸ ὑπουργεῖον τῆς Παιδείας μεριμνῶν περὶ τῆς ἀνεγέρσεως διδακτηρίων ἐν Μακεδονίᾳ ἐγνωστοποίησεν ὅτι θὰ διατεθῶσιν τὰ ἀπαιτούμενα κονδύλια. Ἡ ἐπιτροπὴ ἀπεφάσισε τὴν ἔναρξιν τῶν ἐργασιῶν ἀμέσως.: [331, 1666, 558, 1763]
council-text: ΣΜΥΡΝΗ, 24 Ἰουνίου. (Ἰδ. τηλ. τοῦ «Ἐμπρός»). Ἀργὰ χθὲς συνεκροτήθη ὑπὸ τὴν προεδρίαν τοῦ Βασιλέως μέγα πολεμικὸν συμβούλιον, εἰς τὸ ὁποῖον μετέσχον ὁ Ἀρχιστράτηγος, ὁ κ. Γούναρης, ὁ κ. Θεοτόκης, ὁ κ. Στράτος καὶ ὁ κ. Πρωτοπαπαδάκης. Ἐχθρικὸν τάγμα ἀποπειραθὲν νὰ καταστρέψῃ τὴν σιδηροδρομικὴν γραμμὴν ἐξωντώθη.: [331, 984, 758, 1081]
theatre-listing: [46, 261, 309, 278]
rule: [331, 1086, 758, 1087]
left-column: [40, 92, 316, 2202]
germans-section: [1330, 1767, 1580, 2187]
kemal-55-headline: Ο ΚΕΜΑΛ ΚΑΛΕΙ ΚΑΙ ΤΟ 55!: [1083, 998, 1572, 1036]
bulgaria-headline: ΕΑΝ Η ΒΟΥΛΓΑΡΙΑ ΚΙΝΗΘΗ: [1146, 154, 1509, 183]
korzon-headline: ΔΗΛΩΣΕΙΣ ΤΟΥ ΚΟΡΖΟΝ ΔΙΑ ΤΗΝ ΣΥΝΩΜΟΣΙΑΝ: [414, 459, 976, 489]
theatre-name: LUX.: [46, 314, 77, 329]
right-column: [1075, 92, 1588, 2202]
kemal-proposals-section: [1075, 857, 1580, 997]
romanian-headline: ΡΟΥΜΑΝΙΚΗ ΝΟΤΑ ΠΡΟΣ ΤΗΝ ΑΓΚΥΡΑΝ: [1145, 1191, 1510, 1215]
